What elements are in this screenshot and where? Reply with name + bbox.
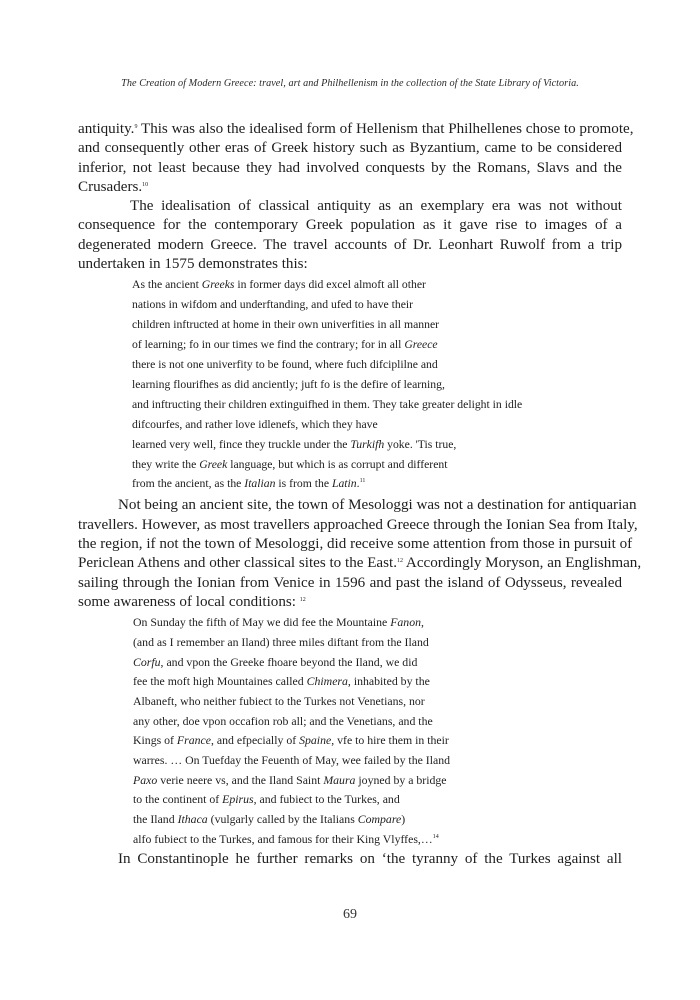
paragraph-4: In Constantinople he further remarks on ‘the tyranny of the Turkes against all <box>118 850 622 867</box>
paragraph-2: The idealisation of classical antiquity as an exemplary era was not without consequence for the contemporary Greek population as it gave rise to images of a degenerated modern Greece. The travel accounts of Dr. Leonhart Ruwolf from a trip undertaken in 1575 demonstrates this: <box>78 198 622 273</box>
footnote-ref: 12 <box>396 558 403 565</box>
block-quote-ruwolf: As the ancient Greeks in former days did excel almoft all other nations in wifdom and underftanding, and ufed to have their children inftructed at home in their own univerfities in all manner of learning; fo in our times we find the contrary; for in all Greece there is not one univerfity to be found, where fuch difciplilne and learning flourifhes as did anciently; juft fo is the defire of learning, and inftructing their children extinguifhed in them. They take greater delight in idle difcourfes, and rather love idlenefs, which they have learned very well, fince they truckle under the Turkifh yoke. 'Tis true, they write the Greek language, but which is as corrupt and different from the ancient, as the Italian is from the Latin.$^{11}$ <box>132 278 523 491</box>
paragraph-1: antiquity.$^9$ This was also the idealised form of Hellenism that Philhellenes chose to promote, and consequently other eras of Greek history such as Byzantium, came to be considered inferior, not least because they had involved conquests by the Romans, Slavs and the Crusaders.$^{10}$ <box>78 121 634 195</box>
paragraph-3: Not being an ancient site, the town of Mesologgi was not a destination for antiquarian travellers. However, as most travellers approached Greece through the Ionian Sea from Italy, the region, if not the town of Mesologgi, did receive some attention from those in pursuit of Periclean Athens and other classical sites to the East.$^{12}$ Accordingly Moryson, an Englishman, sailing through the Ionian from Venice in 1596 and past the island of Odysseus, revealed some awareness of local conditions: $^{12}$ <box>78 497 642 610</box>
footnote-ref: 14 <box>432 833 439 840</box>
page-number: 69 <box>343 907 357 922</box>
footnote-ref: 10 <box>142 181 149 188</box>
footnote-ref: 9 <box>134 124 138 130</box>
main-text <box>78 120 642 869</box>
running-header: The Creation of Modern Greece: travel, art and Philhellenism in the collection of the State Library of Victoria. <box>121 78 579 89</box>
footnote-ref: 11 <box>359 478 366 485</box>
footnote-ref: 12 <box>299 596 306 603</box>
block-quote-moryson: On Sunday the fifth of May we did fee the Mountaine Fanon, (and as I remember an Iland) three miles diftant from the Iland Corfu, and vpon the Greeke fhoare beyond the Iland, we did fee the moft high Mountaines called Chimera, inhabited by the Albaneft, who neither fubiect to the Turkes not Venetians, nor any other, doe vpon occafion rob all; and the Venetians, and the Kings of France, and efpecially of Spaine, vfe to hire them in their warres. … On Tuefday the Feuenth of May, wee failed by the Iland Paxo verie neere vs, and the Iland Saint Maura joyned by a bridge to the continent of Epirus, and fubiect to the Turkes, and the Iland Ithaca (vulgarly called by the Italians Compare) alfo fubiect to the Turkes, and famous for their King Vlyffes,…$^{14}$ <box>133 615 451 846</box>
